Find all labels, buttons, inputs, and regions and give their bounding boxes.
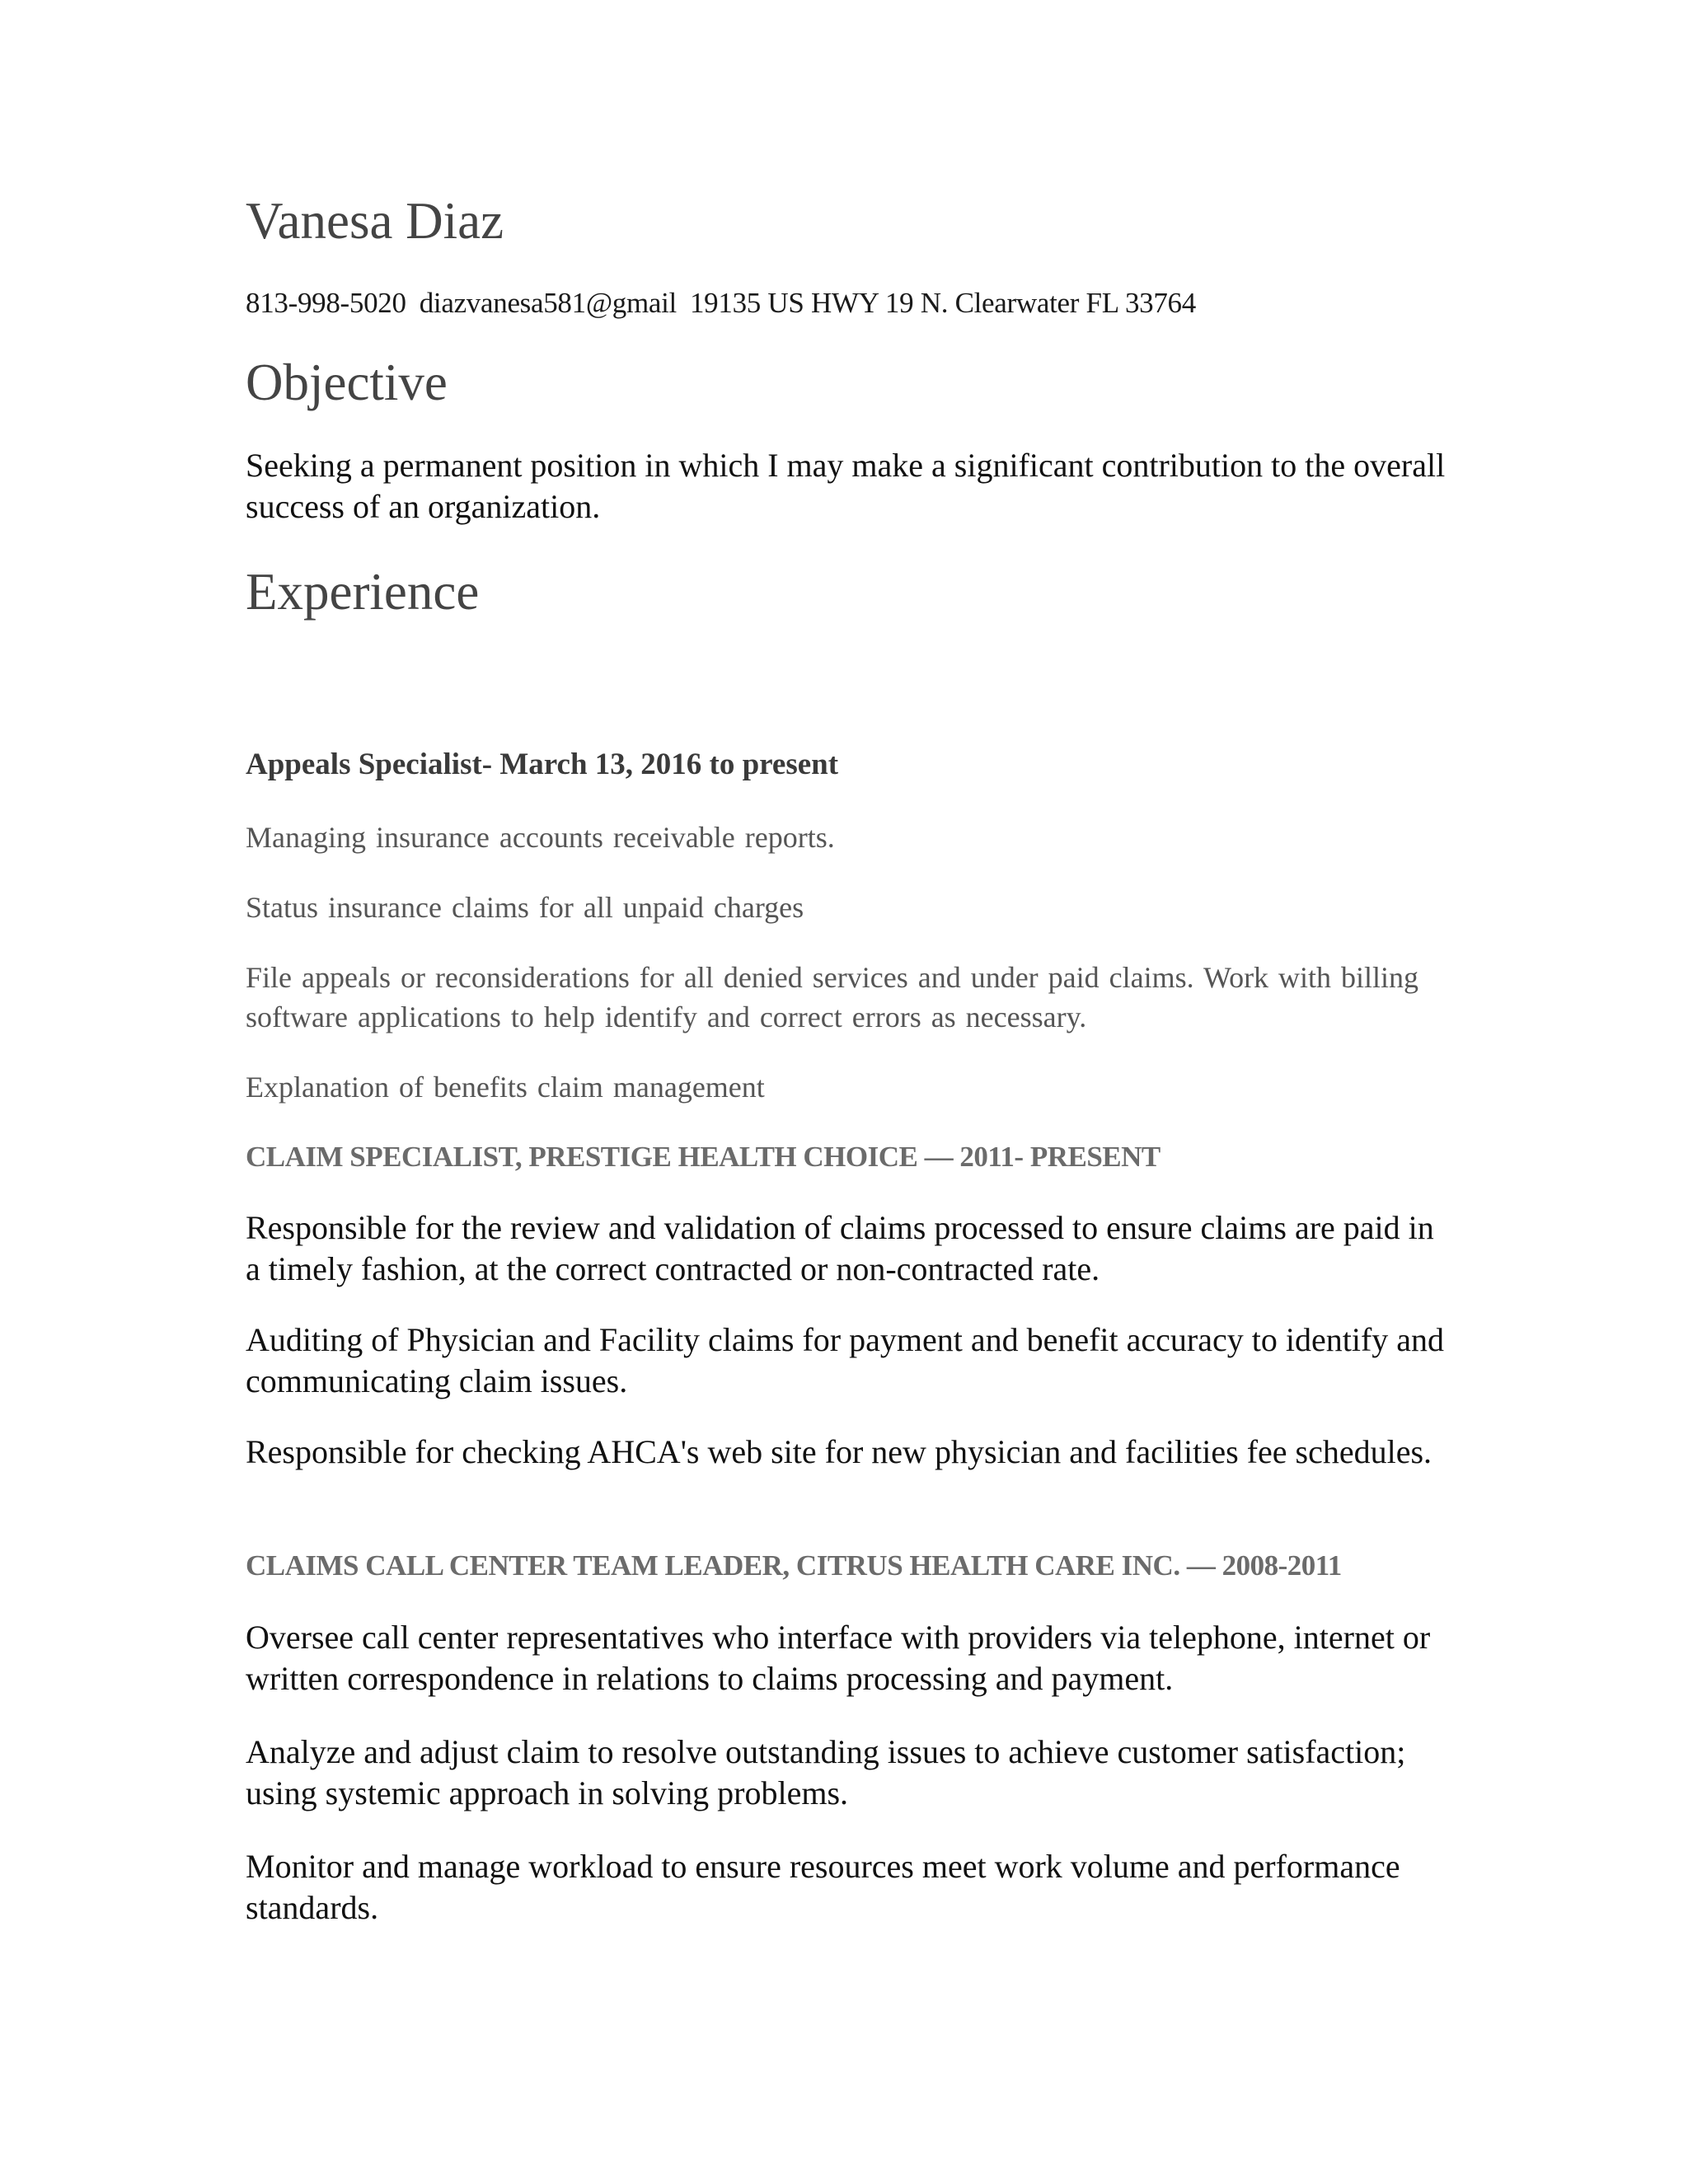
job-duty: Oversee call center representatives who interface with providers via telephone, internet or written correspondence in relations to claims processing and payment. [246, 1619, 1431, 1697]
job-duty: File appeals or reconsiderations for all denied services and under paid claims. Work with billing software applications to help identify and correct errors as necessary. [246, 961, 1419, 1033]
phone-number: 813-998-5020 [246, 287, 406, 319]
job-duty: Status insurance claims for all unpaid charges [246, 891, 804, 924]
email-address: diazvanesa581@gmail [419, 287, 677, 319]
job-duty: Responsible for checking AHCA's web site for new physician and facilities fee schedules. [246, 1433, 1432, 1470]
experience-heading: Experience [246, 563, 480, 621]
street-address: 19135 US HWY 19 N. Clearwater FL 33764 [689, 287, 1196, 319]
job-duty: Managing insurance accounts receivable reports. [246, 821, 835, 854]
job-title-claim-specialist: CLAIM SPECIALIST, PRESTIGE HEALTH CHOICE — 2011- PRESENT [246, 1141, 1160, 1173]
job-duty: Monitor and manage workload to ensure resources meet work volume and performance standards. [246, 1848, 1400, 1926]
objective-text: Seeking a permanent position in which I may make a significant contribution to the overall success of an organization. [246, 447, 1446, 525]
job-duty: Responsible for the review and validation of claims processed to ensure claims are paid in a timely fashion, at the correct contracted or non-contracted rate. [246, 1209, 1434, 1287]
contact-line [246, 287, 1209, 320]
objective-heading: Objective [246, 354, 448, 411]
job-title-call-center-team-leader: CLAIMS CALL CENTER TEAM LEADER, CITRUS HEALTH CARE INC. — 2008-2011 [246, 1549, 1342, 1582]
job-title-appeals-specialist: Appeals Specialist- March 13, 2016 to present [246, 748, 839, 781]
applicant-name: Vanesa Diaz [246, 192, 504, 250]
job-duty: Explanation of benefits claim management [246, 1071, 765, 1104]
job-duty: Analyze and adjust claim to resolve outstanding issues to achieve customer satisfaction; using systemic approach in solving problems. [246, 1733, 1406, 1811]
job-duty: Auditing of Physician and Facility claims for payment and benefit accuracy to identify and communicating claim issues. [246, 1321, 1445, 1399]
